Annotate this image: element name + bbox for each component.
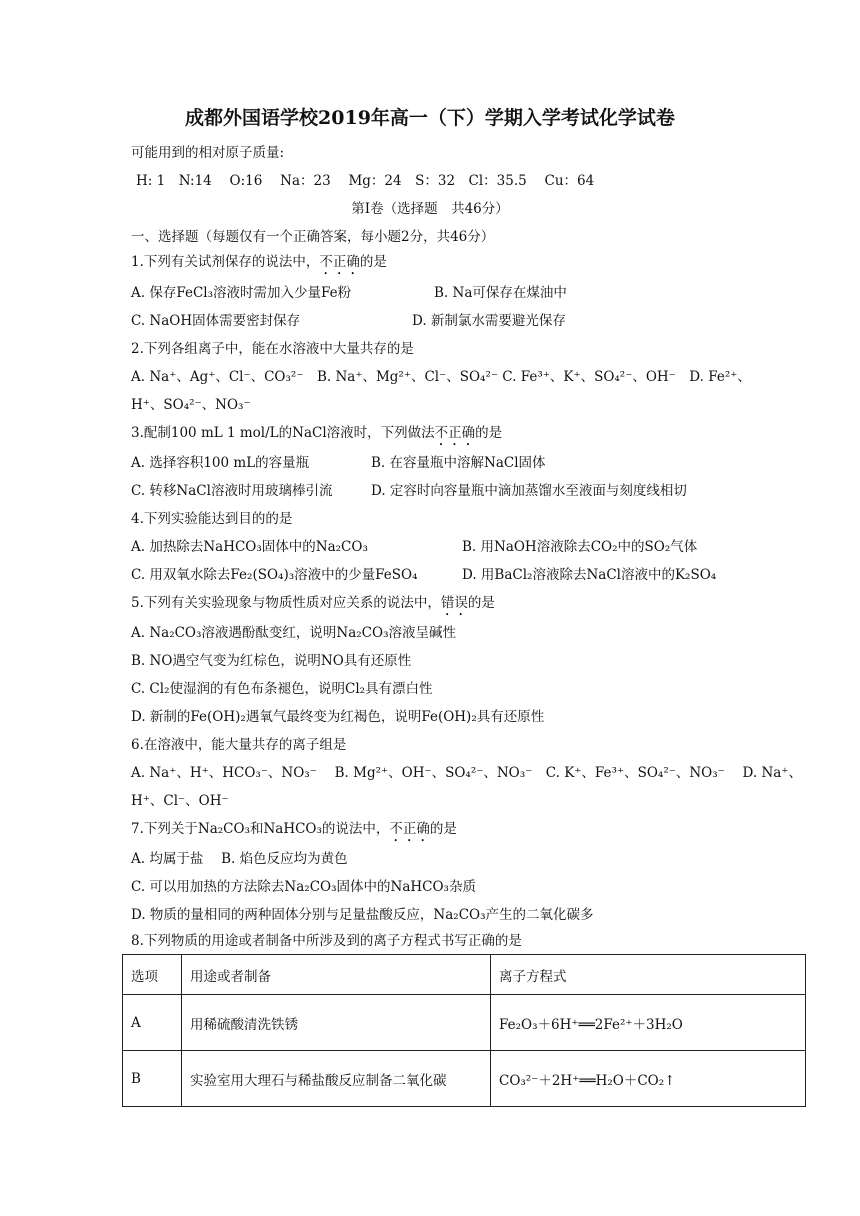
question-5-stem: 5.下列有关实验现象与物质性质对应关系的说法中，错误的是 (131, 595, 495, 611)
question-5-option-d: D. 新制的Fe(OH)₂遇氧气最终变为红褐色，说明Fe(OH)₂具有还原性 (131, 709, 545, 725)
section-title: 第Ⅰ卷（选择题 共46分） (351, 201, 509, 217)
question-5-option-b: B. NO遇空气变为红棕色，说明NO具有还原性 (131, 653, 412, 669)
table-header-cell: 离子方程式 (491, 955, 806, 995)
table-header-cell: 用途或者制备 (182, 955, 491, 995)
table-cell: A (123, 995, 182, 1051)
table-header-cell: 选项 (123, 955, 182, 995)
question-4-option-c: C. 用双氧水除去Fe₂(SO₄)₃溶液中的少量FeSO₄ (131, 567, 418, 583)
question-5-option-c: C. Cl₂使湿润的有色布条褪色，说明Cl₂具有漂白性 (131, 681, 433, 697)
question-2-options-line1: A. Na⁺、Ag⁺、Cl⁻、CO₃²⁻ B. Na⁺、Mg²⁺、Cl⁻、SO₄²⁻ C. Fe³⁺、K⁺、SO₄²⁻、OH⁻ D. Fe²⁺、 (131, 369, 751, 385)
table-cell: Fe₂O₃＋6H⁺══2Fe²⁺＋3H₂O (491, 995, 806, 1051)
question-3-option-c: C. 转移NaCl溶液时用玻璃棒引流 (131, 483, 333, 499)
question-6-options-line1: A. Na⁺、H⁺、HCO₃⁻、NO₃⁻ B. Mg²⁺、OH⁻、SO₄²⁻、NO₃⁻ C. K⁺、Fe³⁺、SO₄²⁻、NO₃⁻ D. Na⁺、 (131, 765, 802, 781)
question-3-option-d: D. 定容时向容量瓶中滴加蒸馏水至液面与刻度线相切 (371, 483, 687, 499)
question-4-option-a: A. 加热除去NaHCO₃固体中的Na₂CO₃ (131, 539, 368, 555)
question-6-stem: 6.在溶液中，能大量共存的离子组是 (131, 737, 347, 753)
table-header-row (123, 955, 806, 995)
question-1-option-b: B. Na可保存在煤油中 (434, 285, 567, 301)
question-5-option-a: A. Na₂CO₃溶液遇酚酞变红，说明Na₂CO₃溶液呈碱性 (131, 625, 456, 641)
emphasis-text: 不正确 (319, 254, 360, 270)
question-6-options-line2: H⁺、Cl⁻、OH⁻ (131, 793, 229, 809)
question-2-stem: 2.下列各组离子中，能在水溶液中大量共存的是 (131, 341, 414, 357)
question-3-option-a: A. 选择容积100 mL的容量瓶 (131, 455, 310, 471)
question-4-option-b: B. 用NaOH溶液除去CO₂中的SO₂气体 (462, 539, 698, 555)
question-1-option-a: A. 保存FeCl₃溶液时需加入少量Fe粉 (131, 285, 352, 301)
question-7-option-c: C. 可以用加热的方法除去Na₂CO₃固体中的NaHCO₃杂质 (131, 879, 476, 895)
question-8-table (122, 954, 806, 1107)
emphasis-text: 不正确 (389, 821, 430, 837)
question-1-option-d: D. 新制氯水需要避光保存 (412, 313, 566, 329)
exam-title: 成都外国语学校2019年高一（下）学期入学考试化学试卷 (185, 107, 675, 129)
table-cell: B (123, 1051, 182, 1107)
question-4-option-d: D. 用BaCl₂溶液除去NaCl溶液中的K₂SO₄ (462, 567, 717, 583)
question-4-stem: 4.下列实验能达到目的的是 (131, 511, 293, 527)
question-1-stem: 1.下列有关试剂保存的说法中，不正确的是 (131, 254, 387, 270)
question-3-option-b: B. 在容量瓶中溶解NaCl固体 (371, 455, 546, 471)
table-cell: 实验室用大理石与稀盐酸反应制备二氧化碳 (182, 1051, 491, 1107)
atomic-mass-intro: 可能用到的相对原子质量: (131, 145, 285, 161)
question-8-stem: 8.下列物质的用途或者制备中所涉及到的离子方程式书写正确的是 (131, 933, 522, 949)
table-cell: CO₃²⁻＋2H⁺══H₂O＋CO₂↑ (491, 1051, 806, 1107)
question-7-stem: 7.下列关于Na₂CO₃和NaHCO₃的说法中，不正确的是 (131, 821, 457, 837)
table-row (123, 995, 806, 1051)
atomic-mass-values: H: 1 N:14 O:16 Na：23 Mg：24 S：32 Cl：35.5 Cu：64 (136, 173, 595, 189)
question-3-stem: 3.配制100 mL 1 mol/L的NaCl溶液时，下列做法不正确的是 (131, 425, 503, 441)
emphasis-text: 不正确 (434, 425, 476, 441)
question-7-option-d: D. 物质的量相同的两种固体分别与足量盐酸反应，Na₂CO₃产生的二氧化碳多 (131, 907, 594, 923)
table-row (123, 1051, 806, 1107)
emphasis-text: 错误 (440, 595, 468, 611)
question-1-option-c: C. NaOH固体需要密封保存 (131, 313, 301, 329)
part1-header: 一、选择题（每题仅有一个正确答案，每小题2分，共46分） (131, 229, 495, 245)
table-cell: 用稀硫酸清洗铁锈 (182, 995, 491, 1051)
question-2-options-line2: H⁺、SO₄²⁻、NO₃⁻ (131, 397, 251, 413)
question-7-options-ab: A. 均属于盐 B. 焰色反应均为黄色 (131, 851, 348, 867)
